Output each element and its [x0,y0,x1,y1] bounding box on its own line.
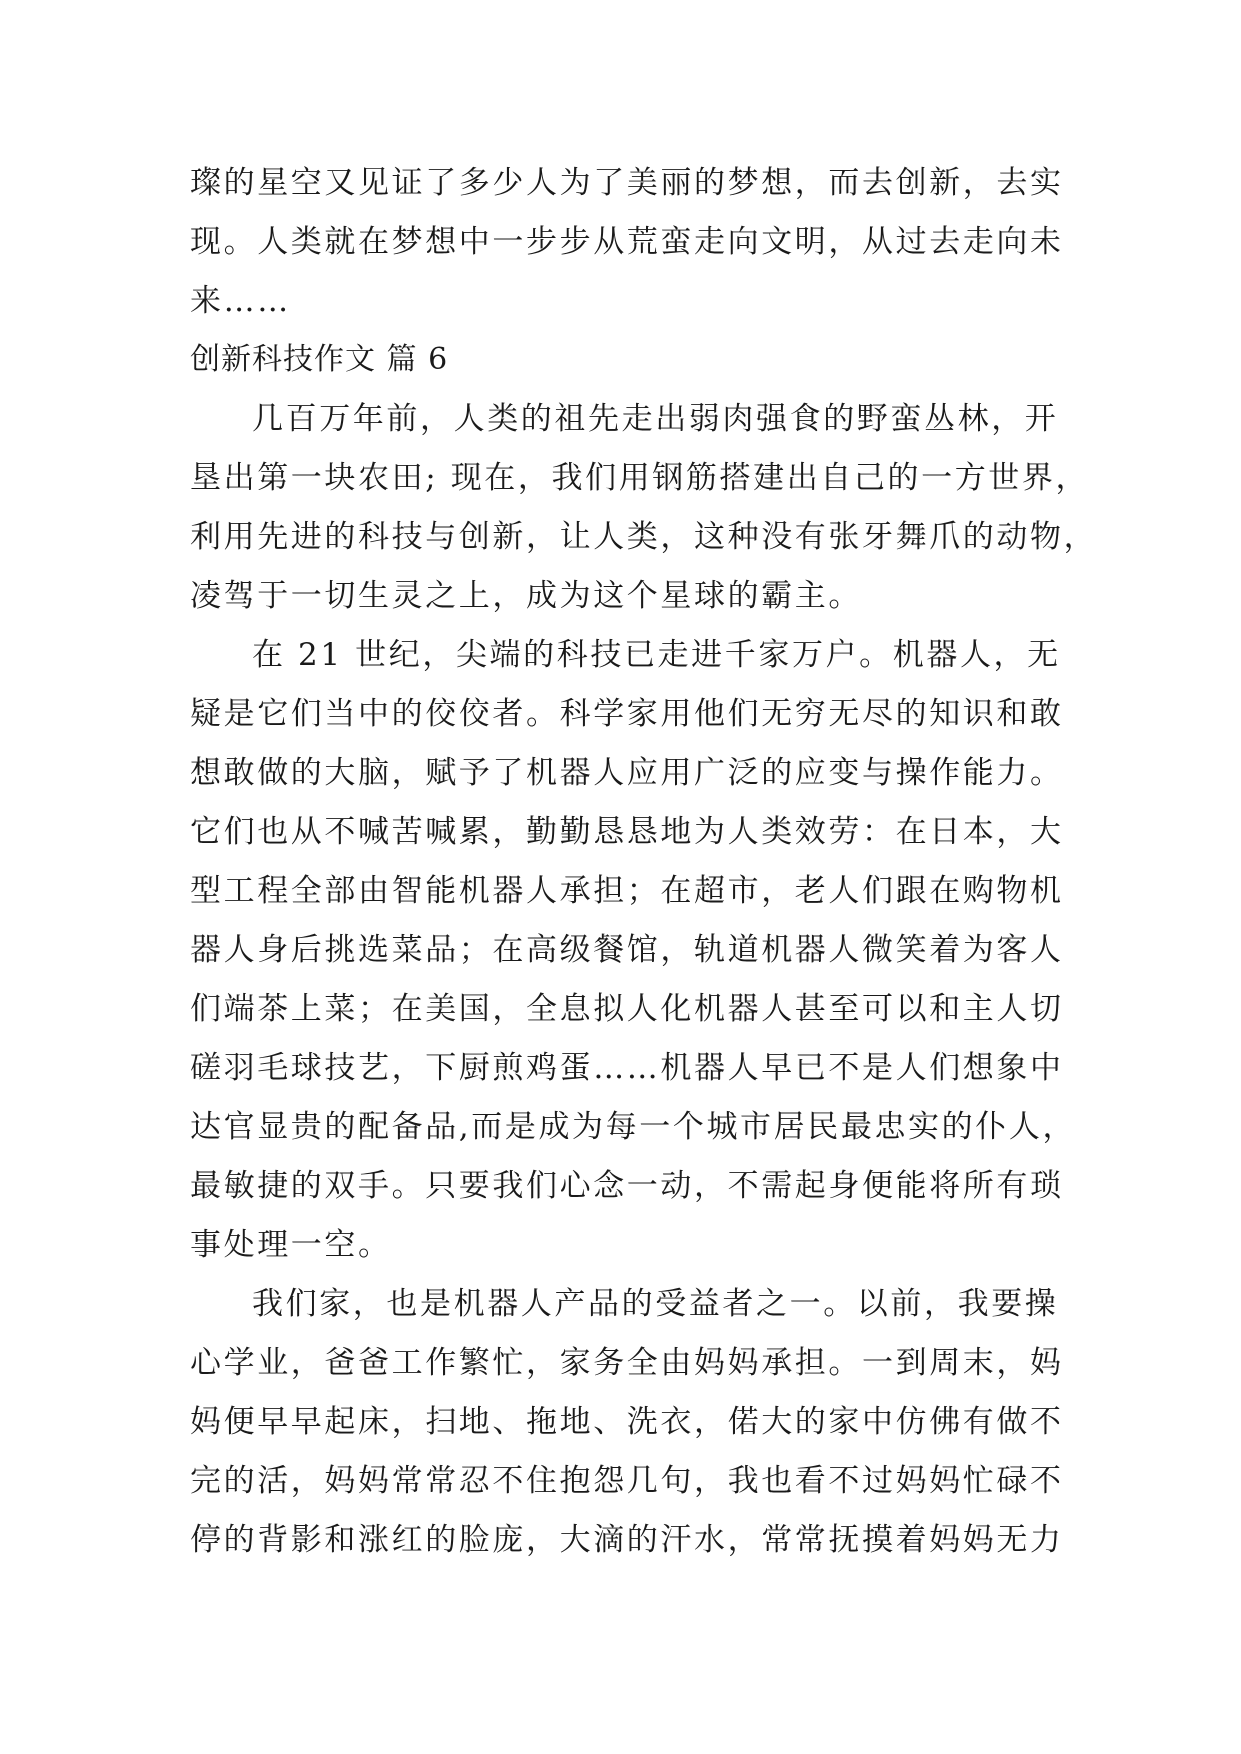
text-line: 利用先进的科技与创新，让人类，这种没有张牙舞爪的动物， [190,519,1098,555]
text-line: 凌驾于一切生灵之上，成为这个星球的霸主。 [190,578,862,614]
text-line: 垦出第一块农田; 现在，我们用钢筋搭建出自己的一方世界， [190,460,1090,496]
text-line: 停的背影和涨红的脸庞，大滴的汗水，常常抚摸着妈妈无力 [190,1522,1064,1558]
text-line: 在 21 世纪，尖端的科技已走进千家万户。机器人，无 [252,637,1061,673]
text-line: 最敏捷的双手。只要我们心念一动，不需起身便能将所有琐 [190,1168,1064,1204]
text-line: 器人身后挑选菜品；在高级餐馆，轨道机器人微笑着为客人 [190,932,1064,968]
text-line: 想敢做的大脑，赋予了机器人应用广泛的应变与操作能力。 [190,755,1064,791]
text-line: 磋羽毛球技艺，下厨煎鸡蛋……机器人早已不是人们想象中 [190,1050,1064,1086]
text-line: 疑是它们当中的佼佼者。科学家用他们无穷无尽的知识和敢 [190,696,1064,732]
text-line: 们端茶上菜；在美国，全息拟人化机器人甚至可以和主人切 [190,991,1064,1027]
text-line: 璨的星空又见证了多少人为了美丽的梦想，而去创新，去实 [190,165,1064,201]
text-line: 几百万年前，人类的祖先走出弱肉强食的野蛮丛林，开 [252,401,1059,437]
text-line: 现。人类就在梦想中一步步从荒蛮走向文明，从过去走向未 [190,224,1064,260]
section-heading: 创新科技作文 篇 6 [190,342,449,377]
text-line: 来…… [190,283,291,319]
text-line: 它们也从不喊苦喊累，勤勤恳恳地为人类效劳：在日本，大 [190,814,1064,850]
text-line: 型工程全部由智能机器人承担；在超市，老人们跟在购物机 [190,873,1064,909]
text-line: 达官显贵的配备品,而是成为每一个城市居民最忠实的仆人， [190,1109,1077,1145]
text-line: 我们家，也是机器人产品的受益者之一。以前，我要操 [252,1286,1059,1322]
text-line: 事处理一空。 [190,1227,392,1263]
text-line: 妈便早早起床，扫地、拖地、洗衣，偌大的家中仿佛有做不 [190,1404,1064,1440]
text-line: 完的活，妈妈常常忍不住抱怨几句，我也看不过妈妈忙碌不 [190,1463,1064,1499]
text-line: 心学业，爸爸工作繁忙，家务全由妈妈承担。一到周末，妈 [190,1345,1064,1381]
